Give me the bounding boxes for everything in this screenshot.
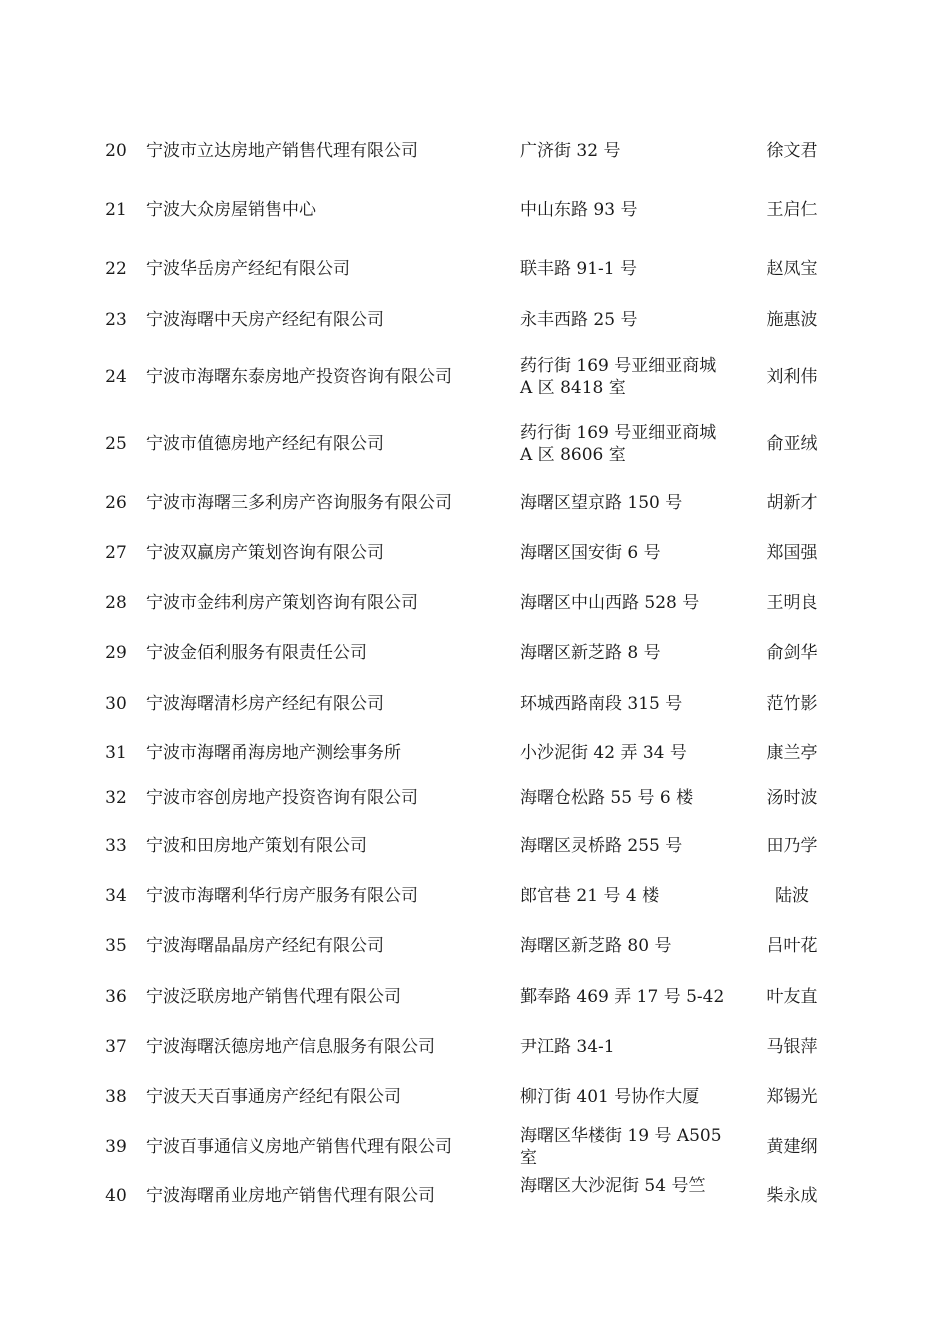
address-line: 永丰西路 25 号 [520,310,638,330]
address-line: 小沙泥街 42 弄 34 号 [520,743,687,763]
company-name: 宁波泛联房地产销售代理有限公司 [146,987,401,1007]
contact-person: 范竹影 [766,694,818,714]
address-line: 药行街 169 号亚细亚商城 [520,423,717,443]
table-row [0,199,950,221]
table-row [0,542,950,564]
contact-person: 康兰亭 [766,743,818,763]
row-number: 20 [105,141,127,161]
address [520,835,742,857]
row-number: 31 [105,743,127,763]
table-row [0,693,950,715]
table-row [0,1036,950,1058]
address [520,492,742,514]
company-name: 宁波市金纬利房产策划咨询有限公司 [146,593,418,613]
row-number: 24 [105,367,127,387]
address [520,592,742,614]
address-line: 海曙区中山西路 528 号 [520,593,700,613]
table-row [0,1176,950,1207]
table-row [0,885,950,907]
company-name: 宁波海曙甬业房地产销售代理有限公司 [146,1186,435,1206]
contact-person: 郑锡光 [766,1087,818,1107]
row-number: 32 [105,788,127,808]
row-number: 22 [105,259,127,279]
contact-person: 胡新才 [766,493,818,513]
address-line: 室 [520,1148,537,1168]
address [520,986,742,1008]
address [520,885,742,907]
table-row [0,935,950,957]
address-line: 海曙区国安街 6 号 [520,543,661,563]
contact-person: 俞剑华 [766,643,818,663]
row-number: 21 [105,200,127,220]
table-row [0,835,950,857]
address-line: 海曙仓松路 55 号 6 楼 [520,788,694,808]
address [520,355,742,399]
company-name: 宁波大众房屋销售中心 [146,200,316,220]
row-number: 35 [105,936,127,956]
address-line: 海曙区新芝路 80 号 [520,936,672,956]
company-name: 宁波双赢房产策划咨询有限公司 [146,543,384,563]
address [520,1036,742,1058]
company-name: 宁波华岳房产经纪有限公司 [146,259,350,279]
table-row [0,423,950,465]
address-line: 海曙区华楼街 19 号 A505 [520,1126,722,1146]
address [520,140,742,162]
contact-person: 陆波 [775,886,809,906]
address-line: 广济街 32 号 [520,141,621,161]
company-name: 宁波市容创房地产投资咨询有限公司 [146,788,418,808]
address [520,935,742,957]
address [520,742,742,764]
company-name: 宁波百事通信义房地产销售代理有限公司 [146,1137,452,1157]
company-name: 宁波市海曙利华行房产服务有限公司 [146,886,418,906]
address [520,258,742,280]
table-row [0,356,950,398]
row-number: 26 [105,493,127,513]
row-number: 27 [105,543,127,563]
table-row [0,258,950,280]
contact-person: 王启仁 [766,200,818,220]
address [520,1175,742,1197]
row-number: 36 [105,987,127,1007]
row-number: 23 [105,310,127,330]
row-number: 37 [105,1037,127,1057]
contact-person: 汤时波 [766,788,818,808]
company-name: 宁波金佰利服务有限责任公司 [146,643,367,663]
company-name: 宁波市海曙三多利房产咨询服务有限公司 [146,493,452,513]
row-number: 25 [105,434,127,454]
address [520,309,742,331]
contact-person: 柴永成 [766,1186,818,1206]
table-row [0,642,950,664]
company-name: 宁波市海曙东泰房地产投资咨询有限公司 [146,367,452,387]
address [520,422,742,466]
row-number: 40 [105,1186,127,1206]
address-line: 鄞奉路 469 弄 17 号 5-42 [520,987,725,1007]
address-line: A 区 8606 室 [520,445,626,465]
company-name: 宁波市海曙甬海房地产测绘事务所 [146,743,401,763]
address-line: 尹江路 34-1 [520,1037,615,1057]
address [520,542,742,564]
company-name: 宁波和田房地产策划有限公司 [146,836,367,856]
company-name: 宁波海曙沃德房地产信息服务有限公司 [146,1037,435,1057]
address-line: 药行街 169 号亚细亚商城 [520,356,717,376]
row-number: 34 [105,886,127,906]
address [520,1125,742,1169]
address [520,693,742,715]
company-name: 宁波海曙清杉房产经纪有限公司 [146,694,384,714]
address [520,199,742,221]
row-number: 28 [105,593,127,613]
table-row [0,492,950,514]
row-number: 30 [105,694,127,714]
row-number: 38 [105,1087,127,1107]
table-row [0,986,950,1008]
row-number: 33 [105,836,127,856]
contact-person: 田乃学 [766,836,818,856]
address-line: 海曙区望京路 150 号 [520,493,683,513]
table-row [0,592,950,614]
address-line: 环城西路南段 315 号 [520,694,683,714]
contact-person: 王明良 [766,593,818,613]
contact-person: 徐文君 [766,141,818,161]
address-line: 联丰路 91-1 号 [520,259,637,279]
contact-person: 赵凤宝 [766,259,818,279]
contact-person: 俞亚绒 [766,434,818,454]
address-line: 郎官巷 21 号 4 楼 [520,886,660,906]
table-row [0,140,950,162]
contact-person: 刘利伟 [766,367,818,387]
company-name: 宁波海曙晶晶房产经纪有限公司 [146,936,384,956]
table-row [0,742,950,764]
address-line: 中山东路 93 号 [520,200,638,220]
company-name: 宁波海曙中天房产经纪有限公司 [146,310,384,330]
row-number: 39 [105,1137,127,1157]
address [520,1086,742,1108]
contact-person: 叶友直 [766,987,818,1007]
company-name: 宁波市值德房地产经纪有限公司 [146,434,384,454]
table-row [0,1086,950,1108]
address-line: 柳汀街 401 号协作大厦 [520,1087,700,1107]
company-name: 宁波市立达房地产销售代理有限公司 [146,141,418,161]
table-row [0,309,950,331]
row-number: 29 [105,643,127,663]
contact-person: 施惠波 [766,310,818,330]
table-row [0,787,950,809]
address-line: 海曙区新芝路 8 号 [520,643,661,663]
address [520,787,742,809]
address-line: 海曙区大沙泥街 54 号竺 [520,1176,706,1196]
contact-person: 吕叶花 [766,936,818,956]
table-row [0,1126,950,1168]
contact-person: 黄建纲 [766,1137,818,1157]
contact-person: 马银萍 [766,1037,818,1057]
address [520,642,742,664]
contact-person: 郑国强 [766,543,818,563]
company-name: 宁波天天百事通房产经纪有限公司 [146,1087,401,1107]
address-line: A 区 8418 室 [520,378,626,398]
address-line: 海曙区灵桥路 255 号 [520,836,683,856]
